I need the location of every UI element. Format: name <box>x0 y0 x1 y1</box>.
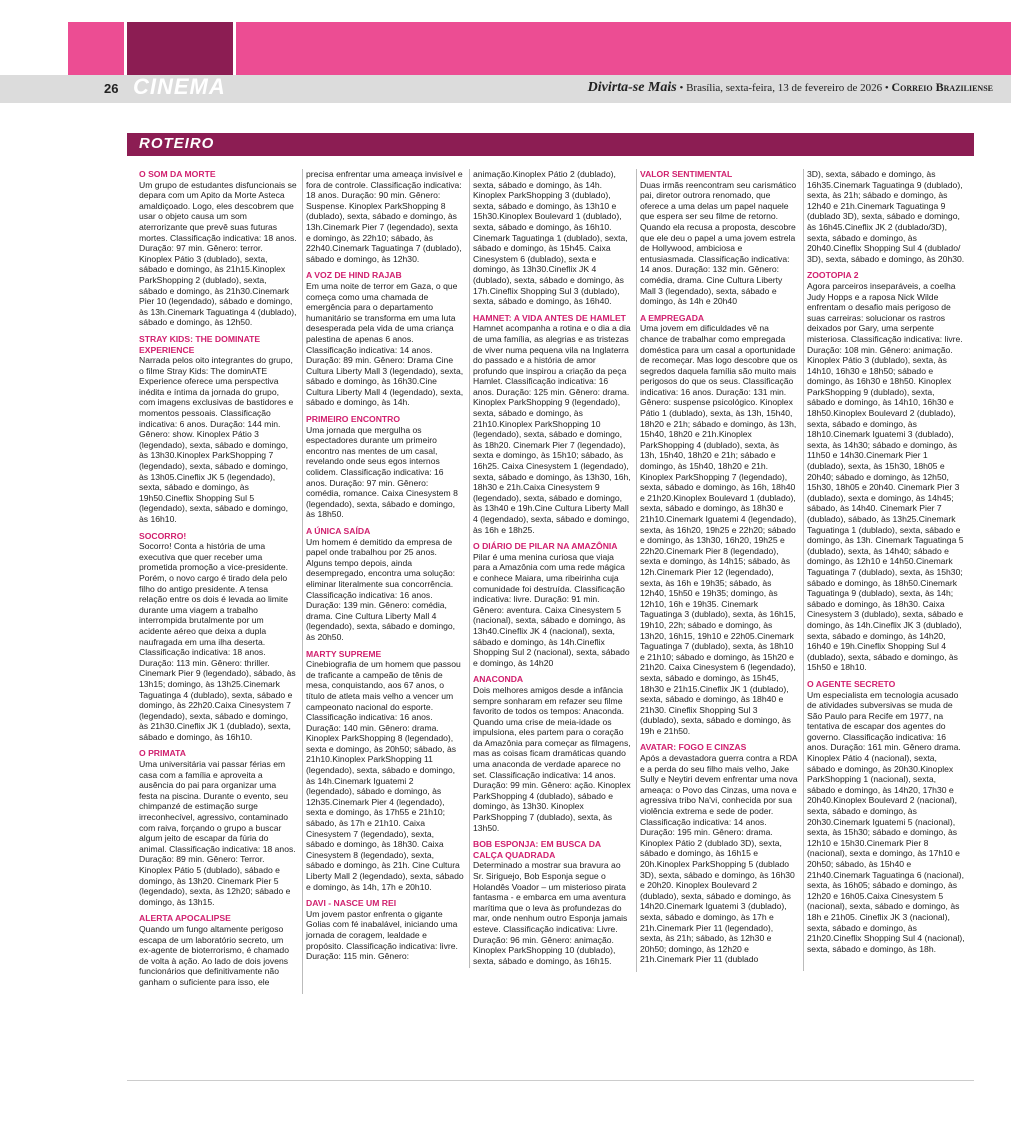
movie-description: Um jovem pastor enfrenta o gigante Golias com fé inabalável, iniciando uma jornada de coragem, lealdade e propósito. Classificação indicativa: livre. Duração: 115 min. Gênero: <box>306 908 458 962</box>
movie-entry <box>640 169 798 307</box>
movie-description: Após a devastadora guerra contra a RDA e a perda do seu filho mais velho, Jake Sully e Neytiri devem enfrentar uma nova ameaça: o Povo das Cinzas, uma nova e agressiva tribo Na'vi, conhecida por sua violência extrema e sede de poder. Classificação indicativa: 14 anos. Duração: 195 min. Gênero: drama. Kinoplex Pátio 2 (dublado 3D), sexta, sábado e domingo, às 16h15 e 20h.Kinoplex ParkShopping 5 (dublado 3D), sexta, sábado e domingo, às 16h30 e 20h20. Kinoplex Boulevard 2 (dublado), sexta, sábado e domingo, às 14h20.Cinemark Iguatemi 3 (dublado), sexta, sábado e domingo, às 17h e 21h.Cinemark Pier 11 (legendado), sexta, às 21h; sábado, às 12h30 e 20h50; domingo, às 12h20 e 21h.Cinemark Pier 11 (dublado <box>640 753 798 965</box>
newspaper-name: Correio Braziliense <box>891 80 993 94</box>
supplement-name: Divirta-se Mais <box>587 80 677 95</box>
movie-title: PRIMEIRO ENCONTRO <box>306 414 401 425</box>
movie-entry <box>306 526 464 643</box>
publication-line: Divirta-se Mais • Brasília, sexta-feira, 13 de fevereiro de 2026 • Correio Braziliense <box>587 80 993 95</box>
page-number: 26 <box>104 81 119 96</box>
bottom-rule <box>127 1080 974 1081</box>
movie-description: 3D), sexta, sábado e domingo, às 16h35.Cinemark Taguatinga 9 (dublado), sexta, às 21h; sábado e domingo, às 12h40 e 21h.Cinemark Taguatinga 9 (dublado 3D), sexta, sábado e domingo, às 16h45.Cineflix JK 2 (dublado/3D), sexta, sábado e domingo, às 20h40.Cineflix Shopping Sul 4 (dublado/ 3D), sexta, sábado e domingo, às 20h30. <box>807 169 965 264</box>
movie-description: Cinebiografia de um homem que passou de traficante a campeão de tênis de mesa, conquistando, aos 67 anos, o título de atleta mais velho a vencer um campeonato nacional do esporte. Classificação indicativa: 16 anos. Duração: 140 min. Gênero: drama. Kinoplex ParkShopping 8 (legendado), sexta e domingo, às 20h50; sábado, às 21h10.Kinoplex ParkShopping 11 (legendado), sexta, sábado e domingo, às 14h.Cinemark Iguatemi 2 (legendado), sábado e domingo, às 12h35.Cinemark Pier 4 (legendado), sexta e domingo, às 17h55 e 21h10; sábado, às 17h e 21h10. Caixa Cinesystem 7 (legendado), sexta, sábado e domingo, às 18h30. Caixa Cinesystem 8 (legendado), sexta, sábado e domingo, às 21h. Cine Cultura Liberty Mall 2 (legendado), sexta, sábado e domingo, às 14h, 17h e 20h10. <box>306 659 464 892</box>
movie-description: Duas irmãs reencontram seu carismático pai, diretor outrora renomado, que oferece a uma delas um papel naquele que espera ser seu filme de retorno. Quando ela recusa a proposta, descobre que ele deu o papel a uma jovem estrela de Hollywood, ambiciosa e entusiasmada. Classificação indicativa: 14 anos. Duração: 132 min. Gênero: comédia, drama. Cine Cultura Liberty Mall 3 (legendado), sexta, sábado e domingo, às 14h e 20h40 <box>640 179 797 307</box>
movie-title: A VOZ DE HIND RAJAB <box>306 270 402 281</box>
listing-column-5 <box>807 169 965 960</box>
movie-description: Um especialista em tecnologia acusado de atividades subversivas se muda de São Paulo para Recife em 1977, na tentativa de escapar dos agentes do governo. Classificação indicativa: 16 anos. Duração: 161 min. Gênero drama. Kinoplex Pátio 4 (nacional), sexta, sábado e domingo, às 20h30.Kinoplex ParkShopping 1 (nacional), sexta, sábado e domingo, às 14h20, 17h30 e 20h40.Kinoplex Boulevard 2 (nacional), sexta, sábado e domingo, às 20h30.Cinemark Iguatemi 5 (nacional), sexta, às 15h30; sábado e domingo, às 12h10 e 15h30.Cinemark Pier 8 (nacional), sexta e domingo, às 17h10 e 20h50; sábado, às 15h40 e 21h40.Cinemark Taguatinga 6 (nacional), sexta, às 16h05; sábado e domingo, às 12h20 e 16h05.Caixa Cinesystem 5 (nacional), sexta, sábado e domingo, às 18h e 21h05. Cineflix JK 3 (nacional), sexta, sábado e domingo, às 21h20.Cineflix Shopping Sul 4 (nacional), sexta, sábado e domingo, às 18h. <box>807 689 965 954</box>
movie-title: O SOM DA MORTE <box>139 169 216 179</box>
movie-description: Uma universitária vai passar férias em casa com a família e aproveita a ausência do pai para organizar uma festa na piscina. Durante o evento, seu chimpanzé de estimação surge irreconhecível, agressivo, contaminado com raiva, forçando o grupo a buscar algum jeito de escapar da fúria do animal. Classificação indicativa: 18 anos. Duração: 89 min. Gênero: Terror. Kinoplex Pátio 5 (dublado), sábado e domingo, às 13h20. Cinemark Pier 5 (legendado), sexta, às 12h20; sábado e domingo, às 13h15. <box>139 759 296 907</box>
movie-entry <box>139 913 297 987</box>
movie-title: SOCORRO! <box>139 530 187 541</box>
listing-column-4 <box>640 169 804 971</box>
movie-entry <box>640 742 798 964</box>
movie-description: animação.Kinoplex Pátio 2 (dublado), sexta, sábado e domingo, às 14h. Kinoplex ParkShopping 3 (dublado), sexta, sábado e domingo, às 13h10 e 15h30.Kinoplex Boulevard 1 (dublado), sexta, sábado e domingo, às 16h10. Cinemark Taguatinga 1 (dublado), sexta, sábado e domingo, às 15h45. Caixa Cinesystem 6 (dublado), sexta e domingo, às 13h30.Cineflix JK 4 (dublado), sexta, sábado e domingo, às 17h.Cineflix Shopping Sul 3 (dublado), sexta, sábado e domingo, às 16h40. <box>473 169 628 307</box>
movie-entry <box>139 748 297 907</box>
movie-entry <box>139 531 297 743</box>
movie-entry <box>473 674 631 833</box>
movie-entry <box>640 313 798 737</box>
movie-entry <box>306 414 464 520</box>
dateline: Brasília, sexta-feira, 13 de fevereiro de 2026 <box>686 82 883 94</box>
movie-entry <box>473 313 631 535</box>
movie-description: Quando um fungo altamente perigoso escapa de um laboratório secreto, um ex-agente de bioterrorismo, é chamado de volta à ação. Ao lado de dois jovens funcionários que definitivamente não ganham o suficiente para isso, ele <box>139 923 289 987</box>
movie-description: Um homem é demitido da empresa de papel onde trabalhou por 25 anos. Alguns tempo depois, ainda desempregado, encontra uma solução: eliminar literalmente sua concorrência. Classificação indicativa: 16 anos. Duração: 139 min. Gênero: comédia, drama. Cine Cultura Liberty Mall 4 (legendado), sexta, sábado e domingo, às 20h50. <box>306 536 456 642</box>
movie-title: O AGENTE SECRETO <box>807 678 896 689</box>
movie-title: ALERTA APOCALIPSE <box>139 913 231 924</box>
movie-description: Em uma noite de terror em Gaza, o que começa como uma chamada de emergência para o departamento humanitário se transforma em uma luta desesperada pela vida de uma criança palestina de apenas 6 anos. Classificação indicativa: 14 anos. Duração: 89 min. Gênero: Drama Cine Cultura Liberty Mall 3 (legendado), sexta, sábado e domingo, às 16h30.Cine Cultura Liberty Mall 4 (legendado), sexta, sábado e domingo, às 14h. <box>306 280 464 408</box>
movie-entry <box>807 679 965 954</box>
movie-title: AVATAR: FOGO E CINZAS <box>640 742 747 753</box>
movie-title: VALOR SENTIMENTAL <box>640 169 733 179</box>
movie-title: ANACONDA <box>473 674 524 685</box>
movie-title: O DIÁRIO DE PILAR NA AMAZÔNIA <box>473 541 618 552</box>
movie-description: Dois melhores amigos desde a infância sempre sonharam em refazer seu filme favorito de todos os tempos: Anaconda. Quando uma crise de meia-idade os impulsiona, eles partem para o coração da Amazônia para começar as filmagens, mas as coisas ficam dramáticas quando uma anaconda de verdade aparece no set. Classificação indicativa: 14 anos. Duração: 99 min. Gênero: ação. Kinoplex ParkShopping 4 (dublado), sábado e domingo, às 13h30. Kinoplex ParkShopping 7 (dublado), sexta, às 13h50. <box>473 684 631 833</box>
movie-entry <box>306 649 464 893</box>
movie-description: Um grupo de estudantes disfuncionais se depara com um Apito da Morte Asteca amaldiçoado. Logo, eles descobrem que usar o objeto causa um som aterrorizante que prevê suas futuras mortes. Classificação indicativa: 18 anos. Duração: 97 min. Gênero: terror. Kinoplex Pátio 3 (dublado), sexta, sábado e domingo, às 21h15.Kinoplex ParkShopping 2 (dublado), sexta, sábado e domingo, às 21h30.Cinemark Pier 10 (legendado), sábado e domingo, às 13h.Cinemark Taguatinga 4 (dublado), sábado e domingo, às 12h50. <box>139 179 297 328</box>
movie-entry <box>807 270 965 673</box>
movie-entry <box>807 169 965 264</box>
movie-description: Narrada pelos oito integrantes do grupo, o filme Stray Kids: The dominATE Experience oferece uma perspectiva inédita e íntima da jornada do grupo, com imagens exclusivas de bastidores e momentos pessoais. Classificação indicativa: 6 anos. Duração: 144 min. Gênero: show. Kinoplex Pátio 3 (legendado), sexta, sábado e domingo, às 13h30.Kinoplex ParkShopping 7 (legendado), sexta, sábado e domingo, às 13h05.Cineflix JK 5 (legendado), sexta, sábado e domingo, às 19h50.Cineflix Shopping Sul 5 (legendado), sexta, sábado e domingo, às 16h10. <box>139 355 294 524</box>
movie-title: A ÚNICA SAÍDA <box>306 526 371 536</box>
roteiro-banner <box>127 133 974 156</box>
movie-description: Pilar é uma menina curiosa que viaja para a Amazônia com uma rede mágica e conhece Maiara, uma ribeirinha cuja comunidade foi destruída. Classificação indicativa: livre. Duração: 91 min. Gênero: aventura. Caixa Cinesystem 5 (nacional), sexta, sábado e domingo, às 13h40.Cineflix JK 4 (nacional), sexta, sábado e domingo, às 14h.Cineflix Shopping Sul 2 (nacional), sexta, sábado e domingo, às 14h20 <box>473 551 630 668</box>
movie-title: BOB ESPONJA: EM BUSCA DA CALÇA QUADRADA <box>473 839 601 860</box>
movie-entry <box>306 898 464 962</box>
movie-entry <box>139 334 297 525</box>
movie-description: precisa enfrentar uma ameaça invisível e fora de controle. Classificação indicativa: 18 anos. Duração: 90 min. Gênero: Suspense. Kinoplex ParkShopping 8 (dublado), sexta, sábado e domingo, às 13h.Cinemark Pier 7 (legendado), sexta e domingo, às 22h10; sábado, às 22h40.Cinemark Taguatinga 7 (dublado), sábado e domingo, às 12h30. <box>306 169 463 264</box>
movie-entry <box>473 839 631 966</box>
roteiro-label: ROTEIRO <box>139 135 215 152</box>
movie-description: Uma jornada que mergulha os espectadores durante um primeiro encontro nas mentes de um casal, revelando onde seus egos internos colidem. Classificação indicativa: 16 anos. Duração: 97 min. Gênero: comédia, romance. Caixa Cinesystem 8 (legendado), sexta, sábado e domingo, às 18h50. <box>306 424 458 520</box>
movie-entry <box>306 169 464 264</box>
movie-entry <box>306 270 464 408</box>
movie-description: Agora parceiros inseparáveis, a coelha Judy Hopps e a raposa Nick Wilde enfrentam o desafio mais perigoso de suas carreiras: solucionar os rastros deixados por Gary, uma serpente misteriosa. Classificação indicativa: livre. Duração: 108 min. Gênero: animação. Kinoplex Pátio 3 (dublado), sexta, às 14h10, 16h30 e 18h50; sábado e domingo, às 16h30 e 18h50. Kinoplex ParkShopping 9 (dublado), sexta, sábado e domingo, às 14h10, 16h30 e 18h50.Kinoplex Boulevard 2 (dublado), sexta, sábado e domingo, às 18h10.Cinemark Iguatemi 3 (dublado), sexta, às 14h30; sábado e domingo, às 11h50 e 14h30.Cinemark Pier 1 (dublado), sexta, às 15h30, 18h05 e 20h40; sábado e domingo, às 12h50, 15h30, 18h05 e 20h40. Cinemark Pier 3 (dublado), sexta e domingo, às 14h45; sábado, às 14h40. Cinemark Pier 7 (dublado), sábado, às 13h25.Cinemark Taguatinga 1 (dublado), sexta, sábado e domingo, às 13h. Cinemark Taguatinga 5 (dublado), sexta, às 14h40; sábado e domingo, às 12h10 e 14h50.Cinemark Taguatinga 7 (dublado), sexta, às 15h30; sábado e domingo, às 18h50.Cinemark Taguatinga 9 (dublado), sexta, às 14h; sábado e domingo, às 18h30. Caixa Cinesystem 3 (dublado), sexta, sábado e domingo, às 14h.Cineflix JK 3 (dublado), sexta, sábado e domingo, às 14h20, 16h40 e 19h.Cineflix Shopping Sul 4 (dublado), sexta, sábado e domingo, às 15h50 e 18h10. <box>807 280 964 673</box>
movie-title: DAVI - NASCE UM REI <box>306 898 397 909</box>
movie-entry <box>473 169 631 307</box>
movie-title: ZOOTOPIA 2 <box>807 270 859 281</box>
movie-description: Socorro! Conta a história de uma executiva que quer receber uma prometida promoção a vice-presidente. Porém, o novo cargo é tirado dela pelo filho do antigo presidente. A tensa relação entre os dois é levada ao limite durante uma viagem a trabalho interrompida brutalmente por um acidente aéreo que deixa a dupla naufragada em uma ilha deserta. Classificação indicativa: 18 anos. Duração: 113 min. Gênero: thriller. Cinemark Pier 9 (legendado), sábado, às 13h15; domingo, às 13h25.Cinemark Taguatinga 4 (dublado), sexta, sábado e domingo, às 22h20.Caixa Cinesystem 7 (legendado), sexta, sábado e domingo, às 21h30.Cineflix JK 1 (dublado), sexta, sábado e domingo, às 16h10. <box>139 541 296 742</box>
listing-column-2 <box>306 169 470 968</box>
listing-column-3 <box>473 169 637 972</box>
listing-column-1 <box>139 169 303 994</box>
movie-title: A EMPREGADA <box>640 312 705 323</box>
section-title: CINEMA <box>133 74 226 99</box>
movie-description: Uma jovem em dificuldades vê na chance de trabalhar como empregada doméstica para um casal a oportunidade de recomeçar. Mas logo descobre que os segredos daquela família são muito mais perigosos do que os seus. Classificação indicativa: 16 anos. Duração: 131 min. Gênero: suspense psicológico. Kinoplex Pátio 1 (dublado), sexta, às 13h, 15h40, 18h20 e 21h; sábado e domingo, às 13h, 15h40, 18h20 e 21h.Kinoplex ParkShopping 4 (dublado), sexta, às 13h, 15h40, 18h20 e 21h; sábado e domingo, às 15h40, 18h20 e 21h. Kinoplex ParkShopping 7 (legendado), sexta, sábado e domingo, às 16h, 18h40 e 21h20.Kinoplex Boulevard 1 (dublado), sexta, sábado e domingo, às 18h30 e 21h10.Cinemark Iguatemi 4 (legendado), sexta, às 16h20, 19h25 e 22h20; sábado e domingo, às 13h30, 16h20, 19h25 e 22h20.Cinemark Pier 8 (legendado), sexta e domingo, às 14h15; sábado, às 12h.Cinemark Pier 12 (legendado), sexta, às 16h e 19h35; sábado, às 12h40, 15h50 e 19h35; domingo, às 12h10, 16h e 19h35. Cinemark Taguatinga 3 (dublado), sexta, às 16h15, 19h10, 22h; sábado e domingo, às 13h20, 16h15, 19h10 e 22h05.Cinemark Taguatinga 7 (dublado), sexta, às 18h10 e 21h10; sábado e domingo, às 15h20 e 21h20. Caixa Cinesystem 6 (legendado), sexta, sábado e domingo, às 15h45, 18h30 e 21h15.Cineflix JK 1 (dublado), sexta, sábado e domingo, às 18h40 e 21h30. Cineflix Shopping Sul 3 (dublado), sexta, sábado e domingo, às 19h e 21h50. <box>640 323 798 736</box>
movie-entry <box>139 169 297 328</box>
movie-entry <box>473 541 631 668</box>
movie-title: HAMNET: A VIDA ANTES DE HAMLET <box>473 312 626 323</box>
movie-title: STRAY KIDS: THE DOMINATE EXPERIENCE <box>139 333 261 355</box>
movie-title: O PRIMATA <box>139 748 186 759</box>
movie-description: Hamnet acompanha a rotina e o dia a dia de uma família, as alegrias e as tristezas de viver numa pequena vila na Inglaterra do passado e a história de amor profundo que inspirou a criação da peça Hamlet. Classificação indicativa: 16 anos. Duração: 125 min. Gênero: drama. Kinoplex ParkShopping 9 (legendado), sexta, sábado e domingo, às 21h10.Kinoplex ParkShopping 10 (legendado), sexta, sábado e domingo, às 18h20. Cinemark Pier 7 (legendado), sexta e domingo, às 15h10; sábado, às 16h25. Caixa Cinesystem 1 (legendado), sexta, sábado e domingo, às 13h30, 16h, 18h30 e 21h.Caixa Cinesystem 9 (legendado), sexta, sábado e domingo, às 13h40 e 19h.Cine Cultura Liberty Mall 4 (legendado), sexta, sábado e domingo, às 16h e 18h25. <box>473 323 631 535</box>
movie-description: Determinado a mostrar sua bravura ao Sr. Siriguejo, Bob Esponja segue o Holandês Voador – um misterioso pirata fantasma - e embarca em uma aventura marítima que o leva às profundezas do mar, onde nenhum outro Esponja jamais esteve. Classificação indicativa: Livre. Duração: 96 min. Gênero: animação. Kinoplex ParkShopping 10 (dublado), sexta, sábado e domingo, às 16h15. <box>473 860 628 966</box>
movie-title: MARTY SUPREME <box>306 648 382 659</box>
